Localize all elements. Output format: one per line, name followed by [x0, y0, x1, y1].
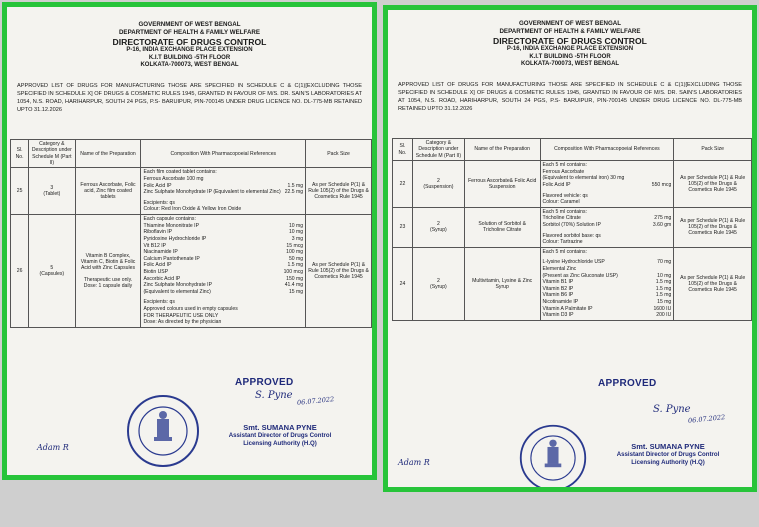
ingredient-amount: 10 mg [288, 229, 304, 236]
officer-authority: Licensing Authority (H.Q) [631, 458, 705, 466]
composition-line [543, 233, 672, 240]
cell-pack: As per Schedule P(1) & Rule 105(2) of the Drugs & Cosmetics Rule 1945 [306, 215, 372, 328]
signature: S. Pyne [255, 390, 293, 401]
header-line-address1: P-16, INDIA EXCHANGE PLACE EXTENSION [126, 47, 253, 54]
ingredient-amount: 1.5 mg [287, 182, 304, 189]
cell-name: Ferrous Ascorbate, Folic acid, Zinc film coated tablets [75, 168, 141, 215]
ingredient-amount [299, 169, 303, 176]
ingredient: (Equivalent to elemental iron) 30 mg [542, 175, 625, 182]
initials: Adam R [398, 458, 430, 467]
ingredient-amount: 15 mg [657, 299, 672, 306]
composition-line [143, 313, 303, 320]
cell-pack: As per Schedule P(1) & Rule 105(2) of the Drugs & Cosmetics Rule 1945 [674, 161, 752, 208]
ingredient-amount [299, 319, 303, 326]
ingredient-amount [667, 175, 671, 182]
col-name: Name of the Preparation [464, 139, 540, 161]
ingredient: Pyridoxine Hydrochloride IP [143, 235, 207, 242]
officer-title: Assistant Director of Drugs Control [616, 451, 720, 459]
composition-line [143, 319, 303, 326]
ingredient: Each capsule contains: [143, 216, 196, 223]
ingredient-amount [667, 239, 671, 246]
ingredient: Ferrous Ascorbate 100 mg [143, 176, 204, 183]
composition-line [143, 169, 303, 176]
ingredient-amount: 3.60 gm [652, 221, 672, 228]
ingredient-amount: 1.5 mg [655, 279, 672, 286]
ingredient-amount [299, 306, 303, 313]
ingredient: Thiamine Mononitrate IP [143, 222, 199, 229]
cell-category: 5 (Capsules) [29, 215, 75, 328]
table-row [393, 161, 752, 208]
composition-line [143, 189, 303, 196]
ingredient: Sorbitol (70%) Solution IP [542, 221, 601, 228]
col-sl: Sl. No. [393, 139, 413, 161]
header-line-address1: P-16, INDIA EXCHANGE PLACE EXTENSION [506, 46, 634, 53]
header-line-address2: K.I.T BUILDING -5TH FLOOR [148, 54, 231, 61]
cell-category: 2 (Syrup) [412, 207, 464, 247]
composition-line [143, 276, 303, 283]
ingredient-amount [667, 162, 671, 169]
ingredient: Each 5 ml contains: [542, 162, 587, 169]
officer-name: Smt. SUMANA PYNE [631, 442, 705, 451]
col-composition: Composition With Pharmacopoeial References [141, 140, 306, 168]
ingredient-amount: 150 mg [286, 275, 304, 282]
officer-title: Assistant Director of Drugs Control [228, 432, 332, 440]
official-seal-icon [518, 423, 588, 492]
col-pack: Pack Size [306, 140, 372, 168]
ingredient: Dose: As directed by the physician [143, 319, 222, 326]
header-line-department: DEPARTMENT OF HEALTH & FAMILY WELFARE [118, 28, 261, 36]
ingredient: Zinc Sulphate Monohydrate IP [143, 282, 212, 289]
officer-name: Smt. SUMANA PYNE [243, 423, 317, 432]
col-sl: Sl. No. [11, 140, 29, 168]
signature-date: 06.07.2022 [687, 413, 726, 425]
composition-line [543, 169, 672, 176]
header-line-directorate: DIRECTORATE OF DRUGS CONTROL [112, 36, 267, 47]
ingredient: Ferrous Ascorbate [542, 168, 585, 175]
ingredient-amount [299, 206, 303, 213]
ingredient-amount: 1.5 mg [655, 292, 672, 299]
cell-sl: 24 [393, 247, 413, 320]
initials: Adam R [37, 443, 69, 452]
ingredient: Vitamin D3 IP [542, 312, 574, 319]
ingredient: Vitamin A Palmitate IP [542, 305, 593, 312]
composition-line [143, 236, 303, 243]
cell-name: Solution of Sorbitol & Tricholine Citrate [464, 207, 540, 247]
table-row [393, 247, 752, 320]
header-line-government: GOVERNMENT OF WEST BENGAL [518, 20, 622, 27]
header-line-address3: KOLKATA-700073, WEST BENGAL [140, 62, 239, 69]
ingredient: Colour: Red Iron Oxide & Yellow Iron Oxide [143, 206, 242, 213]
document-page-left [2, 2, 377, 480]
cell-composition [141, 215, 306, 328]
ingredient-amount [299, 299, 303, 306]
ingredient-amount: 1600 IU [653, 305, 672, 312]
ingredient: Folic Acid IP [143, 262, 172, 269]
cell-composition [540, 161, 674, 208]
ingredient-amount: 15 mg [288, 288, 304, 295]
composition-line [543, 259, 672, 266]
cell-name: Multivitamin, Lysine & Zinc Syrup [464, 247, 540, 320]
header-line-department: DEPARTMENT OF HEALTH & FAMILY WELFARE [499, 27, 641, 35]
ingredient: Folic Acid IP [542, 181, 571, 188]
letterhead [388, 20, 752, 69]
composition-line [543, 193, 672, 200]
composition-line [543, 162, 672, 169]
ingredient: Vitamin B1 IP [542, 279, 574, 286]
ingredient-amount: 1.5 mg [655, 285, 672, 292]
ingredient-amount [299, 216, 303, 223]
table-row [11, 168, 372, 215]
ingredient-amount: 10 mg [288, 222, 304, 229]
col-name: Name of the Preparation [75, 140, 141, 168]
composition-line [543, 175, 672, 182]
ingredient: Approved colours used in empty capsules [143, 306, 238, 313]
signature-date: 06.07.2022 [296, 395, 335, 407]
document-page-right [383, 5, 757, 492]
ingredient: Biotin USP [143, 268, 169, 275]
intro-paragraph: APPROVED LIST OF DRUGS FOR MANUFACTURING THOSE ARE SPECIFIED IN SCHEDULE C & C(1)[EXCLUDING THOSE SPECIFIED IN SCHEDULE X] OF DRUGS & COSMETIC RULES 1945, GRANTED IN FAVOUR OF M/S. DR. SAIN'S LABORATORIES AT 1054, N.S. ROAD, HARIHARPUR, SOUTH 24 PGS, P.S- BARUIPUR, PIN-700145 UNDER DRUG LICENCE NO. DL-775-MB RETAINED UPTO 31.12.2026 [17, 82, 362, 114]
composition-line [143, 200, 303, 207]
header-line-address2: K.I.T BUILDING -5TH FLOOR [529, 53, 611, 60]
ingredient: Ascorbic Acid IP [143, 275, 181, 282]
composition-line [543, 239, 672, 246]
ingredient: Vit B12 IP [143, 242, 167, 249]
col-composition: Composition With Pharmacopoeial References [540, 139, 674, 161]
ingredient-amount: 275 mg [654, 215, 672, 222]
ingredient: Excipients: qs [143, 199, 175, 206]
composition-line [143, 256, 303, 263]
cell-name: Vitamin B Complex, Vitamin C, Biotin & Folic Acid with Zinc Capsules Therapeutic use only. Dose: 1 capsule daily [75, 215, 141, 328]
ingredient: Flavored sorbitol base: qs [542, 232, 601, 239]
ingredient: Elemental Zinc [542, 266, 577, 272]
cell-pack: As per Schedule P(1) & Rule 105(2) of the Drugs & Cosmetics Rule 1945 [306, 168, 372, 215]
drug-table-left [10, 139, 372, 328]
cell-sl: 22 [393, 161, 413, 208]
table-header-row [11, 140, 372, 168]
cell-pack: As per Schedule P(1) & Rule 105(2) of the Drugs & Cosmetics Rule 1945 [674, 247, 752, 320]
composition-line [143, 216, 303, 223]
ingredient-amount [667, 193, 671, 200]
ingredient: Each film coated tablet contains: [143, 169, 217, 176]
ingredient: Colour: Tartrazine [542, 239, 583, 246]
table-row [393, 207, 752, 247]
cell-category: 2 (Syrup) [412, 247, 464, 320]
ingredient: (Equivalent to elemental Zinc) [143, 288, 211, 295]
cell-composition [540, 247, 674, 320]
ingredient: Niacinamide IP [143, 249, 178, 256]
composition-line [543, 286, 672, 293]
ingredient: Riboflavin IP [143, 229, 173, 236]
official-seal-icon [125, 393, 201, 469]
composition-line [543, 292, 672, 299]
composition-line [143, 223, 303, 230]
col-pack: Pack Size [674, 139, 752, 161]
composition-line [143, 269, 303, 276]
cell-name: Ferrous Ascorbate& Folic Acid Suspension [464, 161, 540, 208]
ingredient-amount [667, 266, 671, 273]
composition-line [143, 176, 303, 183]
table-header-row [393, 139, 752, 161]
drug-table-right [392, 138, 752, 321]
ingredient: Nicotinamide IP [542, 299, 579, 306]
letterhead [7, 21, 372, 70]
cell-sl: 26 [11, 215, 29, 328]
composition-line [143, 229, 303, 236]
cell-sl: 23 [393, 207, 413, 247]
header-line-government: GOVERNMENT OF WEST BENGAL [138, 21, 241, 28]
ingredient-amount: 50 mg [288, 255, 304, 262]
cell-sl: 25 [11, 168, 29, 215]
header-line-address3: KOLKATA-700073, WEST BENGAL [520, 61, 620, 68]
ingredient-amount [667, 209, 671, 216]
composition-line [143, 306, 303, 313]
ingredient-amount: 1.5 mg [287, 262, 304, 269]
ingredient: Flavored vehicle: qs [542, 192, 588, 199]
ingredient-amount: 41.4 mg [284, 282, 304, 289]
ingredient-amount [667, 169, 671, 176]
ingredient-amount [299, 313, 303, 320]
signature: S. Pyne [653, 404, 691, 415]
ingredient-amount [299, 200, 303, 207]
composition-line [143, 249, 303, 256]
cell-composition [540, 207, 674, 247]
ingredient: L-lysine Hydrochloride USP [542, 259, 605, 266]
composition-line [143, 206, 303, 213]
ingredient: Excipients: qs [143, 299, 175, 306]
approved-stamp: APPROVED [235, 377, 294, 388]
composition-line [143, 299, 303, 306]
ingredient: Vitamin B6 IP [542, 292, 574, 299]
ingredient: Each 5 ml contains: [542, 248, 587, 255]
composition-line [543, 249, 672, 256]
ingredient: Each 5 ml contains: [542, 208, 587, 215]
ingredient: Calcium Pantothenate IP [143, 255, 200, 262]
composition-line [143, 262, 303, 269]
composition-line [543, 266, 672, 273]
composition-line [543, 273, 672, 280]
composition-line [543, 222, 672, 229]
composition-line [143, 289, 303, 296]
table-row [11, 215, 372, 328]
intro-paragraph: APPROVED LIST OF DRUGS FOR MANUFACTURING THOSE ARE SPECIFIED IN SCHEDULE C & C(1)[EXCLUDING THOSE SPECIFIED IN SCHEDULE X] OF DRUGS & COSMETIC RULES 1945, GRANTED IN FAVOUR OF M/S. DR. SAIN'S LABORATORIES AT 1054, N.S. ROAD, HARIHARPUR, SOUTH 24 PGS, P.S- BARUIPUR, PIN-700145 UNDER DRUG LICENCE NO. DL-775-MB RETAINED UPTO 31.12.2026 [398, 81, 742, 113]
cell-pack: As per Schedule P(1) & Rule 105(2) of the Drugs & Cosmetics Rule 1945 [674, 207, 752, 247]
ingredient-amount: 550 mcg [651, 181, 672, 188]
ingredient-amount [667, 249, 671, 256]
ingredient: Folic Acid IP [143, 182, 172, 189]
ingredient-amount [299, 176, 303, 183]
ingredient: Vitamin B2 IP [542, 285, 574, 292]
ingredient-amount [667, 199, 671, 206]
ingredient-amount: 15 mcg [286, 242, 304, 249]
officer-block [215, 423, 345, 448]
composition-line [543, 182, 672, 189]
ingredient-amount: 200 IU [656, 312, 672, 319]
ingredient-amount: 100 mcg [283, 268, 304, 275]
header-line-directorate: DIRECTORATE OF DRUGS CONTROL [493, 35, 647, 46]
approved-stamp: APPROVED [598, 378, 657, 389]
officer-block [603, 442, 733, 467]
col-category: Category & Description under Schedule M (Part II) [412, 139, 464, 161]
composition-line [543, 215, 672, 222]
col-category: Category & Description under Schedule M (Part II) [29, 140, 75, 168]
composition-line [543, 306, 672, 313]
ingredient: (Present as Zinc Gluconate USP) [542, 272, 618, 279]
ingredient: FOR THERAPEUTIC USE ONLY [143, 312, 219, 319]
ingredient-amount [667, 233, 671, 240]
composition-line [143, 243, 303, 250]
ingredient-amount: 10 mg [657, 272, 672, 279]
officer-authority: Licensing Authority (H.Q) [243, 439, 317, 447]
composition-line [543, 279, 672, 286]
composition-line [543, 312, 672, 319]
composition-line [143, 282, 303, 289]
composition-line [543, 199, 672, 206]
composition-line [143, 183, 303, 190]
ingredient: Tricholine Citrate [542, 215, 581, 222]
ingredient: Colour: Caramel [542, 199, 580, 206]
cell-category: 2 (Suspension) [412, 161, 464, 208]
cell-category: 3 (Tablet) [29, 168, 75, 215]
ingredient-amount: 100 mg [286, 249, 304, 256]
composition-line [543, 209, 672, 216]
ingredient-amount: 3 mg [291, 235, 304, 242]
ingredient-amount: 70 mg [657, 259, 672, 266]
cell-composition [141, 168, 306, 215]
ingredient-amount: 22.5 mg [284, 189, 304, 196]
composition-line [543, 299, 672, 306]
ingredient: Zinc Sulphate Monohydrate IP (Equivalent to elemental Zinc) [143, 189, 281, 196]
